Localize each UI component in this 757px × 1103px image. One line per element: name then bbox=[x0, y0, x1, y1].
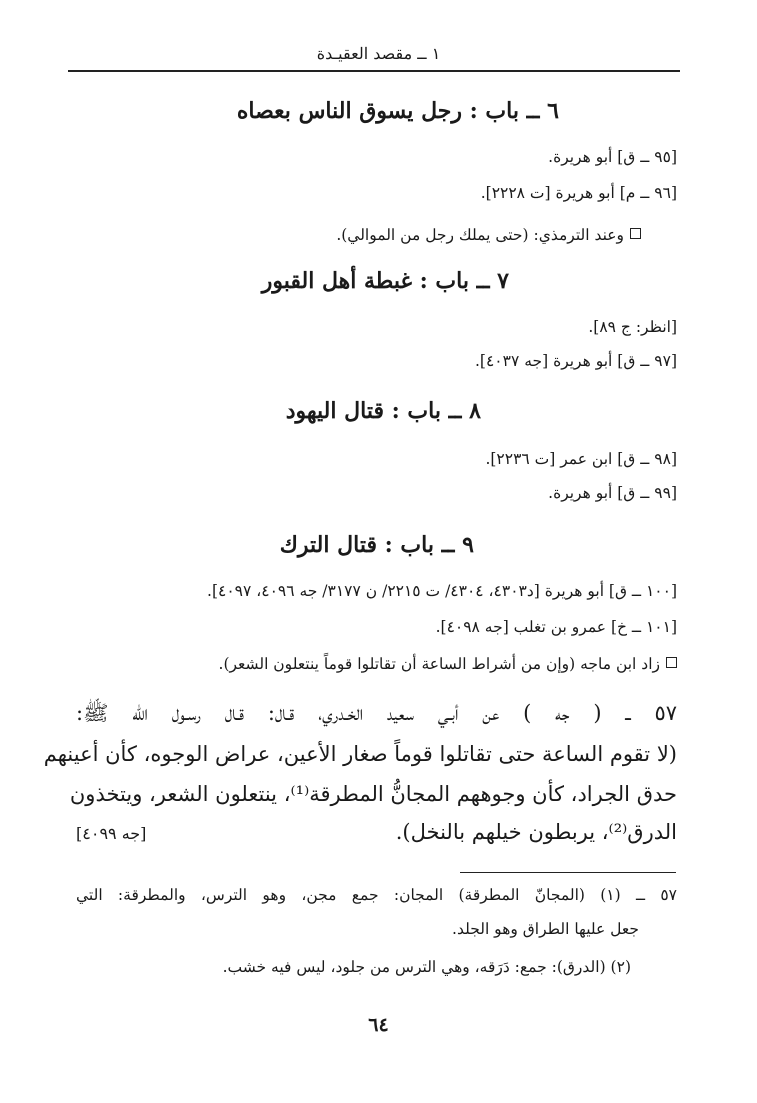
footnote-rule bbox=[460, 872, 676, 873]
page-number: ٦٤ bbox=[368, 1014, 389, 1036]
footnote-line: (٢) (الدرق): جمع: دَرَقه، وهي الترس من جلود، ليس فيه خشب. bbox=[222, 958, 631, 976]
hadith-line: الدرق⁽²⁾، يربطون خيلهم بالنخل). bbox=[395, 820, 677, 844]
entry-line: [انظر: ج ٨٩]. bbox=[588, 318, 677, 336]
entry-line: [٩٩ ــ ق] أبو هريرة. bbox=[548, 484, 677, 502]
header-rule bbox=[68, 70, 680, 72]
section-heading-8: ٨ ــ باب : قتال اليهود bbox=[285, 398, 481, 424]
note-line: وعند الترمذي: (حتى يملك رجل من الموالي). bbox=[336, 226, 641, 244]
section-heading-9: ٩ ــ باب : قتال الترك bbox=[279, 532, 474, 558]
square-bullet-icon bbox=[630, 228, 641, 239]
note-line: زاد ابن ماجه (وإن من أشراط الساعة أن تقاتلوا قوماً ينتعلون الشعر). bbox=[219, 655, 677, 673]
entry-line: [١٠٠ ــ ق] أبو هريرة [د٤٣٠٣، ٤٣٠٤/ ت ٢٢١٥/ ن ٣١٧٧/ جه ٤٠٩٦، ٤٠٩٧]. bbox=[207, 582, 677, 600]
entry-line: [١٠١ ــ خ] عمرو بن تغلب [جه ٤٠٩٨]. bbox=[435, 618, 677, 636]
entry-line: [٩٥ ــ ق] أبو هريرة. bbox=[548, 148, 677, 166]
square-bullet-icon bbox=[666, 657, 677, 668]
hadith-line: ٥٧ ــ ( جه ) عن أبـي سعيد الخـدري، قـال: قـال رسـول الله ﷺ: bbox=[76, 701, 677, 725]
footnote-line: ٥٧ ــ (١) (المجانّ المطرقة) المجان: جمع مجن، وهو الترس، والمطرقة: التي bbox=[76, 886, 677, 904]
running-header: ١ ــ مقصد العقيـدة bbox=[316, 44, 441, 63]
hadith-reference: [جه ٤٠٩٩] bbox=[76, 824, 147, 843]
entry-line: [٩٧ ــ ق] أبو هريرة [جه ٤٠٣٧]. bbox=[474, 352, 677, 370]
entry-line: [٩٦ ــ م] أبو هريرة [ت ٢٢٢٨]. bbox=[480, 184, 677, 202]
footnote-line: جعل عليها الطراق وهو الجلد. bbox=[452, 920, 639, 938]
hadith-line: حدق الجراد، كأن وجوههم المجانُّ المطرقة⁽¹⁾، ينتعلون الشعر، ويتخذون bbox=[69, 782, 677, 806]
section-heading-6: ٦ ــ باب : رجل يسوق الناس بعصاه bbox=[236, 98, 559, 124]
hadith-line: (لا تقوم الساعة حتى تقاتلوا قوماً صغار الأعين، عراض الوجوه، كأن أعينهم bbox=[43, 742, 677, 766]
entry-line: [٩٨ ــ ق] ابن عمر [ت ٢٢٣٦]. bbox=[485, 450, 677, 468]
section-heading-7: ٧ ــ باب : غبطة أهل القبور bbox=[261, 268, 509, 294]
